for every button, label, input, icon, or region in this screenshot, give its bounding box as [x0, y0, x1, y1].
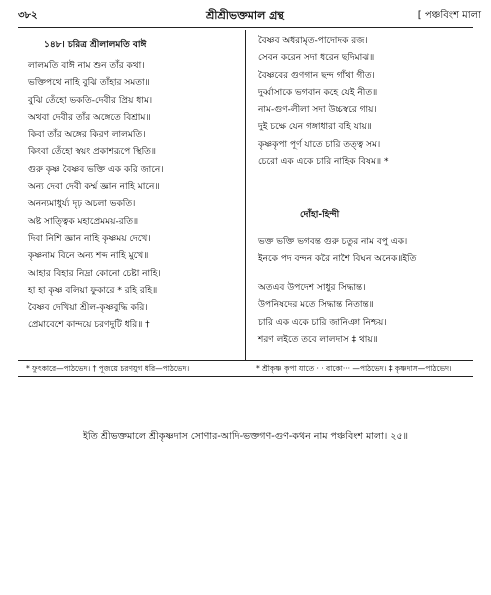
verse-line: দুই চক্ষে যেন গঙ্গাধারা বহি যায়॥: [258, 122, 372, 133]
verse-line: বৈষ্ণবের গুণগান ছন্দ গাঁথা গীত।: [258, 70, 375, 81]
verse-line: লালমতি বাঈ নাম শুন তাঁর কথা।: [28, 61, 145, 71]
verse-line: গুরু কৃষ্ণ বৈষ্ণব ভক্তি এক করি জানে।: [28, 164, 164, 175]
verse-line: ইনকে পদ বন্দন করৈ নাশৈ বিঘন অনেক॥ইতি: [258, 254, 417, 265]
verse-line: ভক্ত ভক্তি ভগবন্ত গুরু চতুর নাম বপু এক।: [258, 237, 408, 247]
footnote-bottom-rule: [18, 376, 473, 377]
verse-line: অনন্যমাধুর্য্য দৃঢ় অচলা ভকতি।: [28, 199, 136, 210]
right-column-verses: [258, 33, 388, 171]
verse-line: ভক্তিপথে নাহি বুঝি তাঁহার সমতা॥: [28, 78, 150, 89]
column-divider: [245, 30, 246, 360]
verse-line: হা হা কৃষ্ণ বলিয়া ফুকারে * রহি রহি॥: [28, 285, 158, 296]
doha-verses: [258, 234, 416, 269]
verse-line: সেবন করেন সদা ধরেন ছদিমাঝ॥: [258, 53, 375, 64]
verse-line: কৃষ্ণনাম বিনে অন্য শব্দ নাহি মুখে॥: [28, 251, 149, 262]
book-title: শ্রীশ্রীভক্তমাল গ্রন্থ: [206, 9, 284, 22]
verse-line: কিংবা তেঁহো স্বয়ং প্রকাশরূপে স্থিতি॥: [28, 147, 156, 158]
verse-line: উপনিষদের মতে সিদ্ধান্ত নিতান্ত॥: [258, 300, 374, 311]
section-title-left: ১৪৮। চরিত্র শ্রীলালমতি বাঈ: [44, 40, 147, 50]
right-column-verses-bottom: [258, 280, 387, 349]
verse-line: অন্য দেবা দেবী কর্ম্ম জ্ঞান নাহি মানে॥: [28, 182, 160, 193]
verse-line: চারি এক একে চারি জানিঞা নিশ্চয়।: [258, 317, 387, 328]
section-title-doha: দোঁহা-হিন্দী: [300, 210, 340, 220]
footnote-rule: [18, 360, 473, 361]
verse-line: চেরো এক একে চারি নাহিক বিষম॥ *: [258, 157, 389, 168]
verse-line: নাম-গুণ-লীলা সদা উচ্চস্বরে গায়।: [258, 105, 377, 116]
page-number: ৩৮২: [18, 10, 38, 21]
verse-line: আহার বিহার নিদ্রা কোনো চেষ্টা নাহি।: [28, 268, 161, 279]
verse-line: দিবা নিশি জ্ঞান নাহি কৃষ্ণময় দেখে।: [28, 233, 151, 244]
header-rule: [18, 27, 473, 28]
verse-line: প্রেমাবেশে কান্দয়ে চরণদুটি ধরি॥ †: [28, 320, 150, 331]
verse-line: কৃষ্ণকৃপা পূর্ণ যাতে চারি তত্ত্ব সম।: [258, 139, 381, 150]
verse-line: অষ্ট সাত্ত্বিক মহাপ্রেমময়-রতি॥: [28, 216, 139, 227]
verse-line: বুঝি তেঁহো ভকতি-দেবীর প্রিয় ধাম।: [28, 95, 153, 106]
verse-line: বৈষ্ণব অধরামৃত-পাদোদক রজ।: [258, 36, 368, 46]
verse-line: অতএব উপদেশ সাধুর সিদ্ধান্ত।: [258, 283, 366, 293]
verse-line: কিবা তাঁর অঙ্গের কিরণ লালমতি।: [28, 130, 146, 141]
footnote-right: * শ্রীকৃষ্ণ কৃপা যাতে · · বাকো··· —পাঠভেদ। ‡ কৃষ্ণদাস—পাঠভেদ।: [256, 364, 452, 373]
verse-line: দুর্ব্বাসাকে ভগবান কহে যেই নীত॥: [258, 87, 378, 98]
left-column-verses: [28, 58, 164, 335]
verse-line: শরণ লইতে তবে লালদাস ‡ থায়॥: [258, 334, 378, 345]
colophon: ইতি শ্রীভক্তমালে শ্রীকৃষ্ণদাস সোণার-আদি-ভক্তগণ-গুণ-কথন নাম পঞ্চবিংশ মালা। ২৫॥: [82, 431, 408, 442]
page-header: [10, 8, 481, 22]
verse-line: অথবা দেবীর তাঁর অঙ্গেতে বিশ্রাম॥: [28, 112, 151, 123]
garland-label: [ পঞ্চবিংশ মালা: [417, 10, 481, 21]
verse-line: বৈষ্ণব দেখিয়া শ্রীল-কৃষ্ণবুদ্ধি করি।: [28, 303, 148, 314]
footnote-left: * ফুৎকারে—পাঠভেদ। † পূজয়ে চরণযুগ ধরি—পাঠভেদ।: [26, 364, 190, 373]
